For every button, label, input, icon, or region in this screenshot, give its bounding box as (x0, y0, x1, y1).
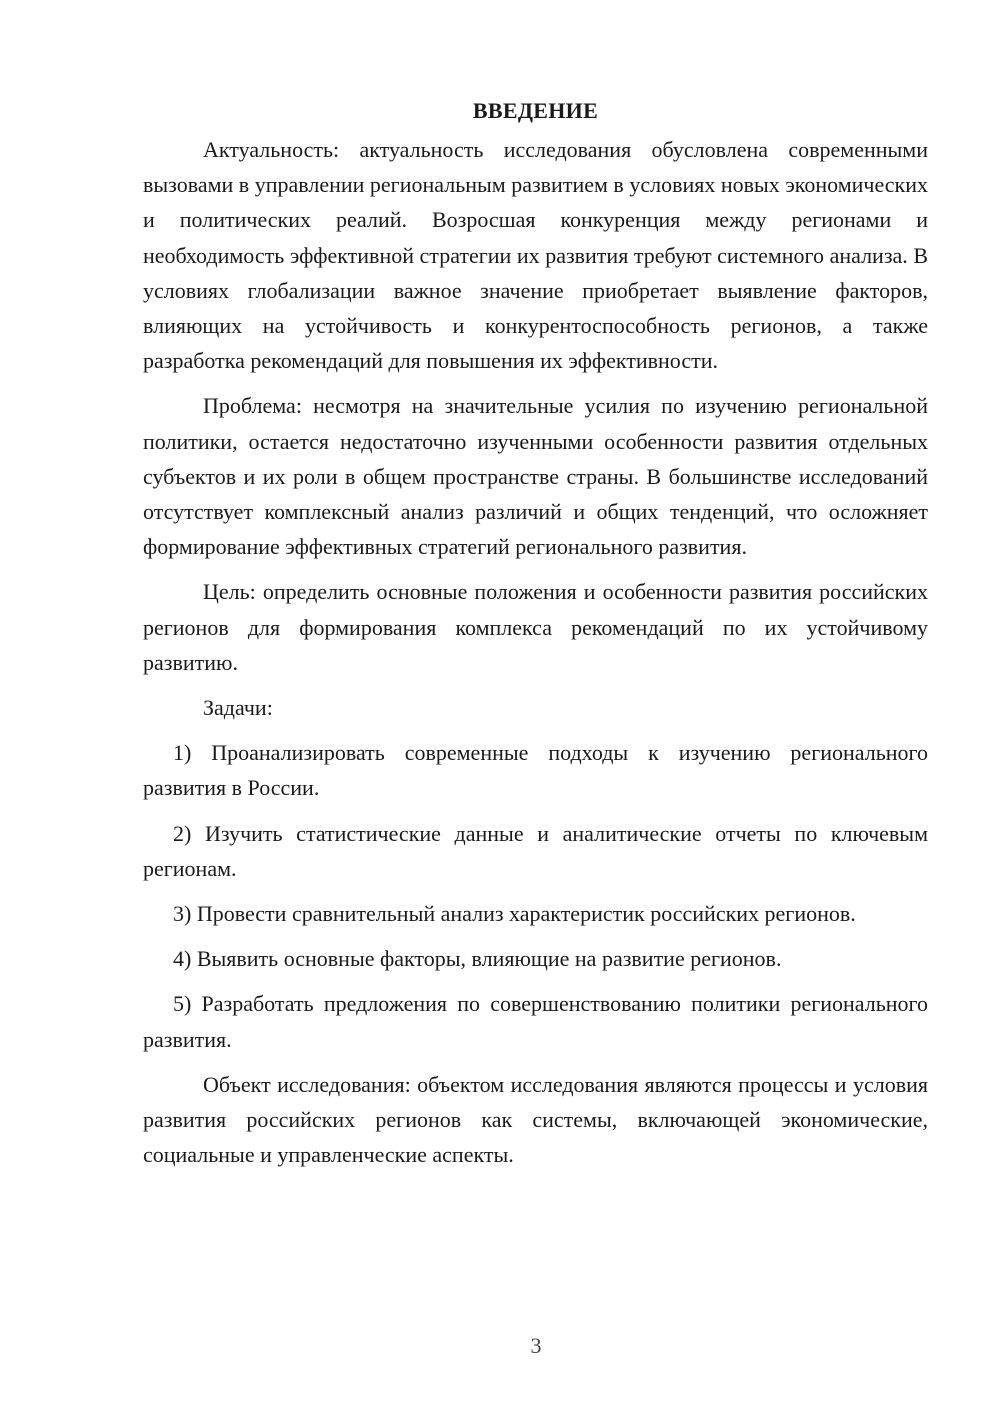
tasks-label: Задачи: (203, 695, 273, 721)
task-item-2: 2) Изучить статистические данные и аналитические отчеты по ключевым регионам. (143, 820, 928, 881)
task-item-5: 5) Разработать предложения по совершенствованию политики регионального развития. (143, 991, 928, 1052)
section-heading: ВВЕДЕНИЕ (472, 98, 599, 123)
page-number: 3 (530, 1333, 542, 1358)
task-item-4: 4) Выявить основные факторы, влияющие на развитие регионов. (173, 946, 782, 972)
object-paragraph: Объект исследования: объектом исследования являются процессы и условия развития российских регионов как системы, включающей экономические, социальные и управленческие аспекты. (143, 1071, 928, 1168)
page-content (143, 96, 928, 1182)
relevance-paragraph: Актуальность: актуальность исследования обусловлена современными вызовами в управлении региональным развитием в условиях новых экономических и политических реалий. Возросшая конкуренция между регионами и необходимость эффективной стратегии их развития требуют системного анализа. В условиях глобализации важное значение приобретает выявление факторов, влияющих на устойчивость и конкурентоспособность регионов, а также разработка рекомендаций для повышения их эффективности. (143, 137, 928, 374)
goal-paragraph: Цель: определить основные положения и особенности развития российских регионов для формирования комплекса рекомендаций по их устойчивому развитию. (143, 579, 928, 675)
task-item-1: 1) Проанализировать современные подходы к изучению регионального развития в России. (143, 740, 928, 801)
task-item-3: 3) Провести сравнительный анализ характеристик российских регионов. (173, 901, 856, 927)
problem-paragraph: Проблема: несмотря на значительные усилия по изучению региональной политики, остается недостаточно изученными особенности развития отдельных субъектов и их роли в общем пространстве страны. В большинстве исследований отсутствует комплексный анализ различий и общих тенденций, что осложняет формирование эффективных стратегий регионального развития. (143, 393, 928, 560)
